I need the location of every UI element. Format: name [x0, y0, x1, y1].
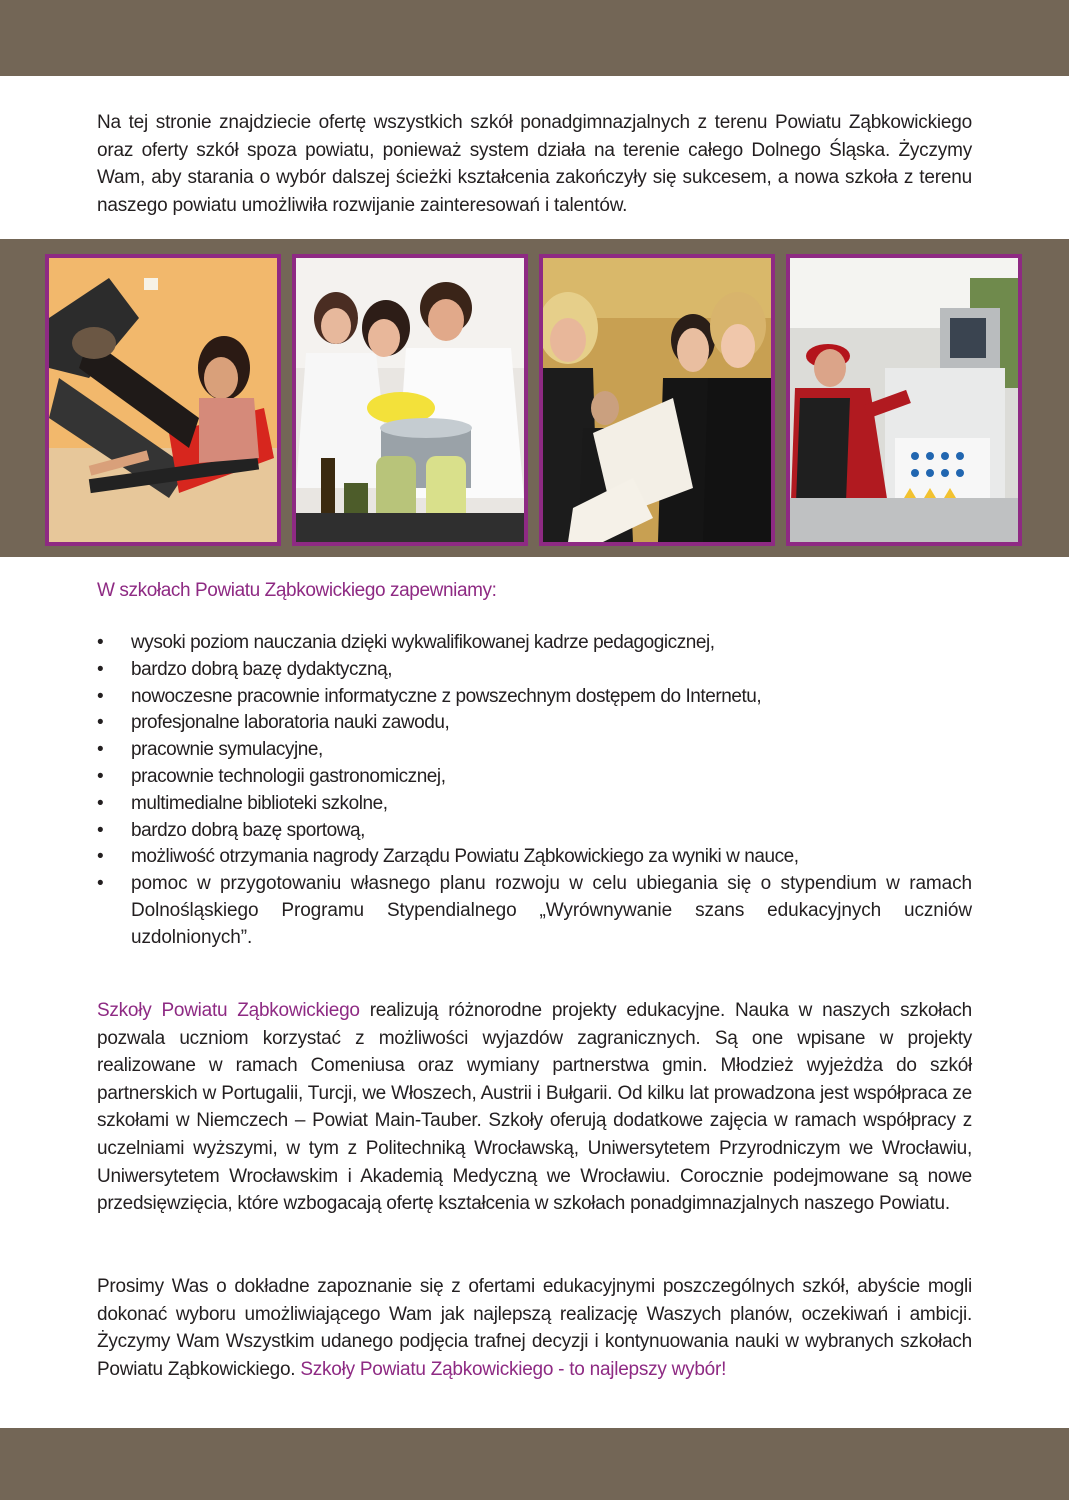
offer-heading: W szkołach Powiatu Ząbkowickiego zapewniamy: [97, 580, 497, 601]
list-item: • bardzo dobrą bazę sportową, [97, 818, 972, 845]
list-item: • profesjonalne laboratoria nauki zawodu, [97, 710, 972, 737]
list-item: • pracownie symulacyjne, [97, 737, 972, 764]
intro-text: Na tej stronie znajdziecie ofertę wszystkich szkół ponadgimnazjalnych z terenu Powiatu Ząbkowickiego oraz oferty szkół spoza powiatu, ponieważ system działa na terenie całego Dolnego Śląska. Życzymy Wam, aby starania o wybór dalszej ścieżki kształcenia zakończyły się sukcesem, a nowa szkoła z terenu naszego powiatu umożliwiła rozwijanie zainteresowań i talentów. [97, 112, 972, 216]
projects-text: realizują różnorodne projekty edukacyjne. Nauka w naszych szkołach pozwala uczniom korzystać z możliwości wyjazdów zagranicznych. Są one wpisane w projekty realizowane w ramach Comeniusa oraz wymiany partnerstwa gmin. Młodzież wyjeżdża do szkół partnerskich w Portugalii, Turcji, we Włoszech, Austrii i Bułgarii. Od kilku lat prowadzona jest współpraca ze szkołami w Niemczech – Powiat Main-Tauber. Szkoły oferują dodatkowe zajęcia w ramach współpracy z uczelniami wyższymi, w tym z Politechniką Wrocławską, Uniwersytetem Przyrodniczym we Wrocławiu, Uniwersytetem Wrocławskim i Akademią Medyczną we Wrocławiu. Corocznie podejmowane są nowe przedsięwzięcia, które wzbogacają ofertę kształcenia w szkołach ponadgimnazjalnych naszego Powiatu. [97, 1000, 972, 1215]
list-item: • nowoczesne pracownie informatyczne z powszechnym dostępem do Internetu, [97, 684, 972, 711]
offer-list [97, 630, 972, 952]
photo-strip [45, 254, 1025, 546]
intro-paragraph [97, 109, 972, 219]
list-item: • wysoki poziom nauczania dzięki wykwalifikowanej kadrze pedagogicznej, [97, 630, 972, 657]
list-item: • pomoc w przygotowaniu własnego planu rozwoju w celu ubiegania się o stypendium w ramach Dolnośląskiego Programu Stypendialnego „Wyrównywanie szans edukacyjnych uczniów uzdolnionych”. [97, 871, 972, 951]
photo-workshop [786, 254, 1022, 546]
photo-kitchen [292, 254, 528, 546]
photo-gym [45, 254, 281, 546]
photo-ceremony [539, 254, 775, 546]
list-item: • bardzo dobrą bazę dydaktyczną, [97, 657, 972, 684]
list-item: • multimedialne biblioteki szkolne, [97, 791, 972, 818]
closing-paragraph [97, 1273, 972, 1383]
list-item: • pracownie technologii gastronomicznej, [97, 764, 972, 791]
closing-text: Prosimy Was o dokładne zapoznanie się z ofertami edukacyjnymi poszczególnych szkół, abyście mogli dokonać wyboru umożliwiającego Wam jak najlepszą realizację Waszych planów, oczekiwań i ambicji. Życzymy Wam Wszystkim udanego podjęcia trafnej decyzji i kontynuowania nauki w wybranych szkołach Powiatu Ząbkowickiego. [97, 1276, 972, 1380]
list-item: • możliwość otrzymania nagrody Zarządu Powiatu Ząbkowickiego za wyniki w nauce, [97, 844, 972, 871]
top-band [0, 0, 1069, 76]
closing-slogan: Szkoły Powiatu Ząbkowickiego - to najlepszy wybór! [300, 1358, 727, 1380]
bottom-band [0, 1428, 1069, 1500]
projects-paragraph [97, 997, 972, 1218]
projects-lead: Szkoły Powiatu Ząbkowickiego [97, 1000, 360, 1021]
